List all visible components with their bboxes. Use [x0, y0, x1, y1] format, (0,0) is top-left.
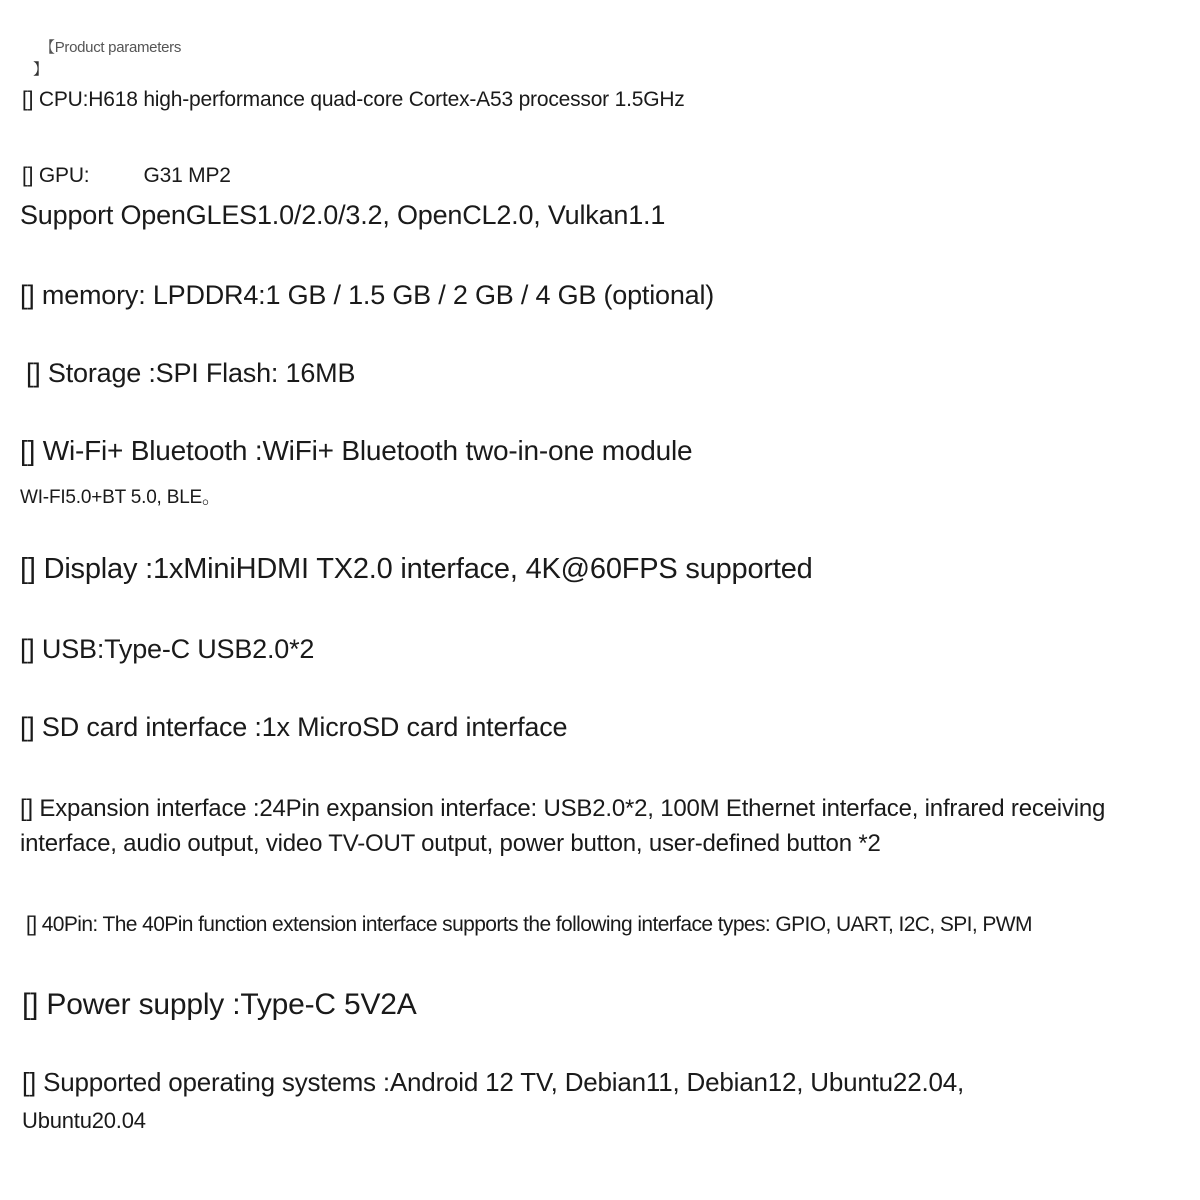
spec-wifi-bluetooth: [] Wi-Fi+ Bluetooth :WiFi+ Bluetooth two-in-one module — [20, 435, 693, 466]
spec-gpu-label: [] GPU: — [22, 164, 90, 187]
spec-display: [] Display :1xMiniHDMI TX2.0 interface, 4K@60FPS supported — [20, 553, 813, 585]
spec-gpu-value: G31 MP2 — [143, 164, 231, 187]
spec-expansion-line-2: interface, audio output, video TV-OUT output, power button, user-defined button *2 — [20, 830, 881, 857]
spec-os-line-2: Ubuntu20.04 — [22, 1108, 146, 1133]
spec-wifi-bluetooth-detail: WI-FI5.0+BT 5.0, BLE。 — [20, 487, 221, 508]
spec-gpu-support: Support OpenGLES1.0/2.0/3.2, OpenCL2.0, Vulkan1.1 — [20, 200, 666, 230]
section-title-closing-bracket: 】 — [33, 61, 48, 78]
spec-usb: [] USB:Type-C USB2.0*2 — [20, 634, 315, 664]
spec-memory: [] memory: LPDDR4:1 GB / 1.5 GB / 2 GB / 4 GB (optional) — [20, 280, 715, 310]
spec-power-supply: [] Power supply :Type-C 5V2A — [22, 988, 417, 1021]
spec-storage: [] Storage :SPI Flash: 16MB — [26, 358, 356, 388]
spec-os-line-1: [] Supported operating systems :Android 12 TV, Debian11, Debian12, Ubuntu22.04, — [22, 1067, 965, 1097]
spec-cpu: [] CPU:H618 high-performance quad-core Cortex-A53 processor 1.5GHz — [22, 88, 685, 111]
spec-40pin: [] 40Pin: The 40Pin function extension interface supports the following interface types: GPIO, UART, I2C, SPI, PWM — [26, 913, 1032, 936]
spec-gpu — [22, 164, 231, 188]
spec-expansion-line-1: [] Expansion interface :24Pin expansion interface: USB2.0*2, 100M Ethernet interface, infrared receiving — [20, 795, 1106, 822]
section-title: 【Product parameters — [40, 39, 182, 56]
spec-sd-card: [] SD card interface :1x MicroSD card interface — [20, 712, 568, 742]
